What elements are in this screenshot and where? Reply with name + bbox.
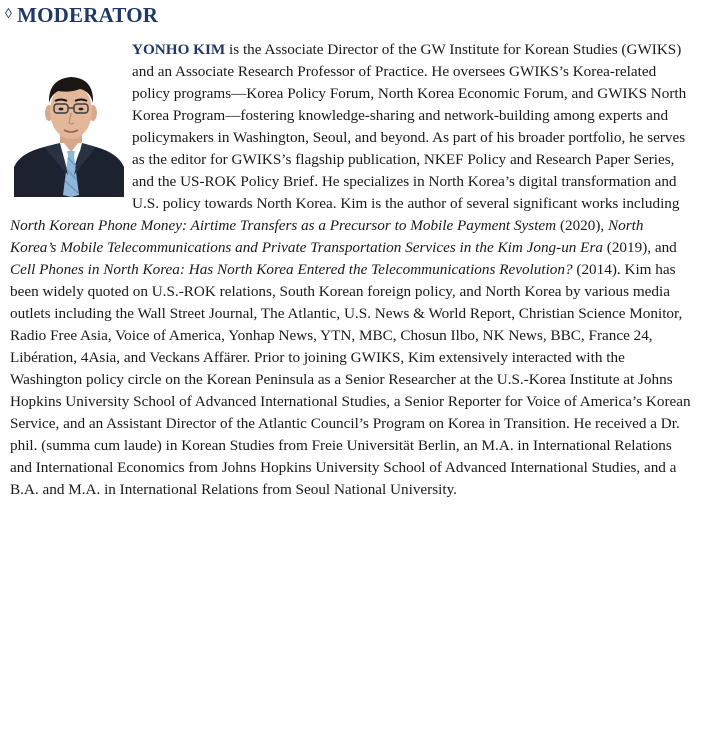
diamond-outline-icon: ◊: [5, 7, 13, 22]
section-title: MODERATOR: [17, 3, 159, 27]
moderator-photo: [14, 63, 124, 197]
section-heading: [5, 3, 158, 27]
publication-title-2019: North Korea’s Mobile Telecommunications and Private Transportation Services in the Kim Jong-un Era: [10, 217, 644, 256]
bio-text-4: (2014). Kim has been widely quoted on U.S.-ROK relations, South Korean foreign policy, and North Korea by various media outlets including the Wall Street Journal, The Atlantic, U.S. News & World Report, Christian Science Monitor, Radio Free Asia, Voice of America, Yonhap News, YTN, MBC, Chosun Ilbo, NK News, BBC, France 24, Libération, 4Asia, and Veckans Affärer. Prior to joining GWIKS, Kim extensively interacted with the Washington policy circle on the Korean Peninsula as a Senior Researcher at the U.S.-Korea Institute at Johns Hopkins University School of Advanced International Studies, a Senior Reporter for Voice of America’s Korean Service, and an Assistant Director of the Atlantic Council’s Program on Korea in Transition. He received a Dr. phil. (summa cum laude) in Korean Studies from Freie Universität Berlin, an M.A. in International Relations and International Economics from Johns Hopkins University School of Advanced International Studies, and a B.A. and M.A. in International Relations from Seoul National University.: [10, 261, 691, 498]
bio-text-2: (2020),: [556, 217, 609, 234]
bio-text-3: (2019), and: [602, 239, 677, 256]
moderator-bio: [10, 39, 692, 501]
bio-text-1: is the Associate Director of the GW Institute for Korean Studies (GWIKS) and an Associate Research Professor of Practice. He oversees GWIKS’s Korea-related policy programs—Korea Policy Forum, North Korea Economic Forum, and GWIKS North Korea Program—fostering knowledge-sharing and network-building among experts and policymakers in Washington, Seoul, and beyond. As part of his broader portfolio, he serves as the editor for GWIKS’s flagship publication, NKEF Policy and Research Paper Series, and the US-ROK Policy Brief. He specializes in North Korea’s digital transformation and U.S. policy towards North Korea. Kim is the author of several significant works including: [132, 41, 687, 212]
publication-title-2014: Cell Phones in North Korea: Has North Korea Entered the Telecommunications Revolution?: [10, 261, 573, 278]
publication-title-2020: North Korean Phone Money: Airtime Transfers as a Precursor to Mobile Payment System: [10, 217, 557, 234]
moderator-name: YONHO KIM: [132, 41, 226, 58]
